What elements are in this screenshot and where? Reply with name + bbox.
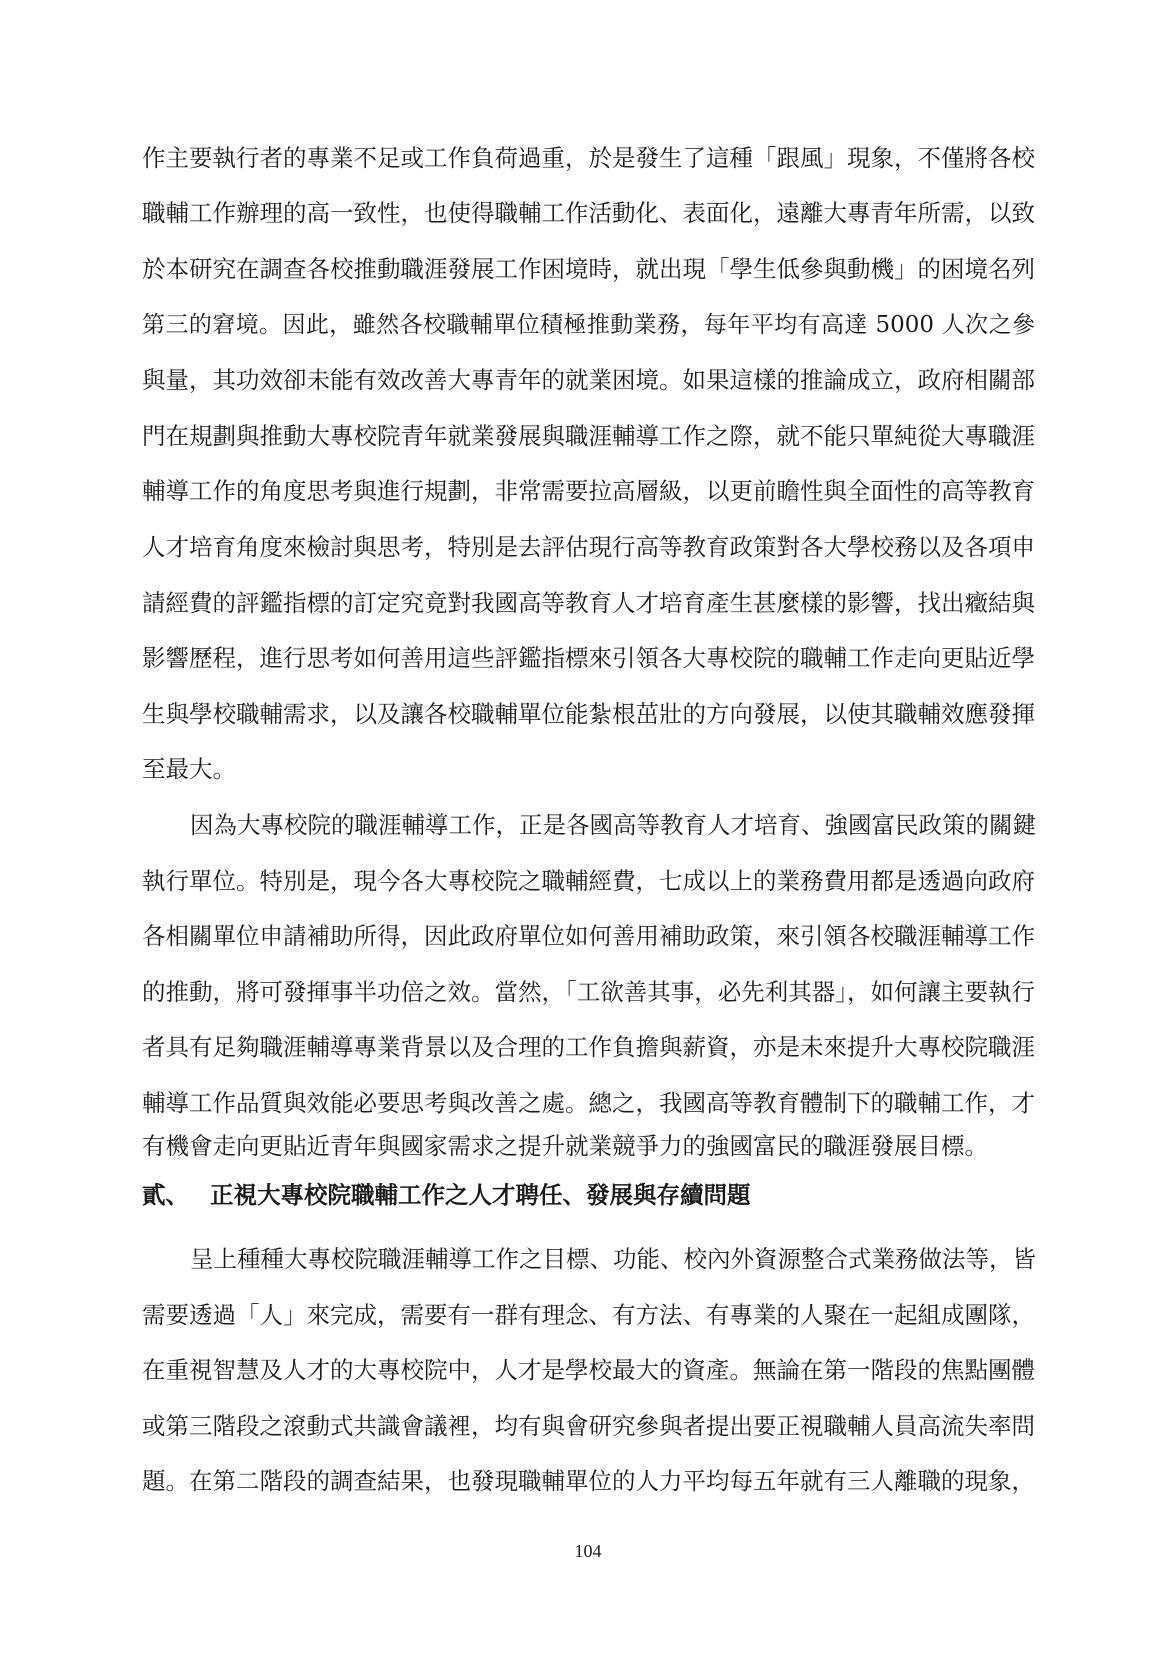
page-number: 104: [574, 1541, 602, 1561]
section-number: 貳、: [142, 1181, 189, 1209]
text-line: 因為大專校院的職涯輔導工作，正是各國高等教育人才培育、強國富民政策的關鍵: [190, 811, 1036, 839]
text-line: 各相關單位申請補助所得，因此政府單位如何善用補助政策，來引領各校職涯輔導工作: [142, 922, 1035, 950]
text-line: 作主要執行者的專業不足或工作負荷過重，於是發生了這種「跟風」現象，不僅將各校: [142, 144, 1035, 172]
text-line: 題。在第二階段的調查結果，也發現職輔單位的人力平均每五年就有三人離職的現象，: [142, 1467, 1035, 1495]
text-line: 呈上種種大專校院職涯輔導工作之目標、功能、校內外資源整合式業務做法等，皆: [190, 1245, 1036, 1273]
text-line: 於本研究在調查各校推動職涯發展工作困境時，就出現「學生低參與動機」的困境名列: [142, 255, 1035, 283]
section-heading: [142, 1175, 751, 1215]
text-line: 或第三階段之滾動式共識會議裡，均有與會研究參與者提出要正視職輔人員高流失率問: [142, 1412, 1035, 1440]
section-title: 正視大專校院職輔工作之人才聘任、發展與存續問題: [210, 1181, 751, 1209]
text-line: 輔導工作的角度思考與進行規劃，非常需要拉高層級，以更前瞻性與全面性的高等教育: [142, 477, 1035, 505]
text-line: 需要透過「人」來完成，需要有一群有理念、有方法、有專業的人聚在一起組成團隊，: [142, 1301, 1035, 1329]
text-line: 請經費的評鑑指標的訂定究竟對我國高等教育人才培育產生甚麼樣的影響，找出癥結與: [142, 589, 1035, 617]
text-line: 的推動，將可發揮事半功倍之效。當然，「工欲善其事，必先利其器」，如何讓主要執行: [142, 978, 1035, 1006]
text-line: 與量，其功效卻未能有效改善大專青年的就業困境。如果這樣的推論成立，政府相關部: [142, 366, 1035, 394]
text-line: 有機會走向更貼近青年與國家需求之提升就業競爭力的強國富民的職涯發展目標。: [142, 1132, 988, 1160]
text-line: 執行單位。特別是，現今各大專校院之職輔經費，七成以上的業務費用都是透過向政府: [142, 867, 1035, 895]
text-line: 輔導工作品質與效能必要思考與改善之處。總之，我國高等教育體制下的職輔工作，才: [142, 1089, 1035, 1117]
text-line: 門在規劃與推動大專校院青年就業發展與職涯輔導工作之際，就不能只單純從大專職涯: [142, 422, 1035, 450]
text-line: 至最大。: [142, 755, 236, 783]
text-line: 職輔工作辦理的高一致性，也使得職輔工作活動化、表面化，遠離大專青年所需，以致: [142, 199, 1035, 227]
text-line: 第三的窘境。因此，雖然各校職輔單位積極推動業務，每年平均有高達 5000 人次之參: [142, 312, 1035, 338]
text-line: 在重視智慧及人才的大專校院中，人才是學校最大的資產。無論在第一階段的焦點團體: [142, 1356, 1035, 1384]
text-line: 人才培育角度來檢討與思考，特別是去評估現行高等教育政策對各大學校務以及各項申: [142, 533, 1035, 561]
text-line: 影響歷程，進行思考如何善用這些評鑑指標來引領各大專校院的職輔工作走向更貼近學: [142, 644, 1035, 672]
text-line: 者具有足夠職涯輔導專業背景以及合理的工作負擔與薪資，亦是未來提升大專校院職涯: [142, 1033, 1035, 1061]
text-line: 生與學校職輔需求，以及讓各校職輔單位能紮根茁壯的方向發展，以使其職輔效應發揮: [142, 700, 1035, 728]
